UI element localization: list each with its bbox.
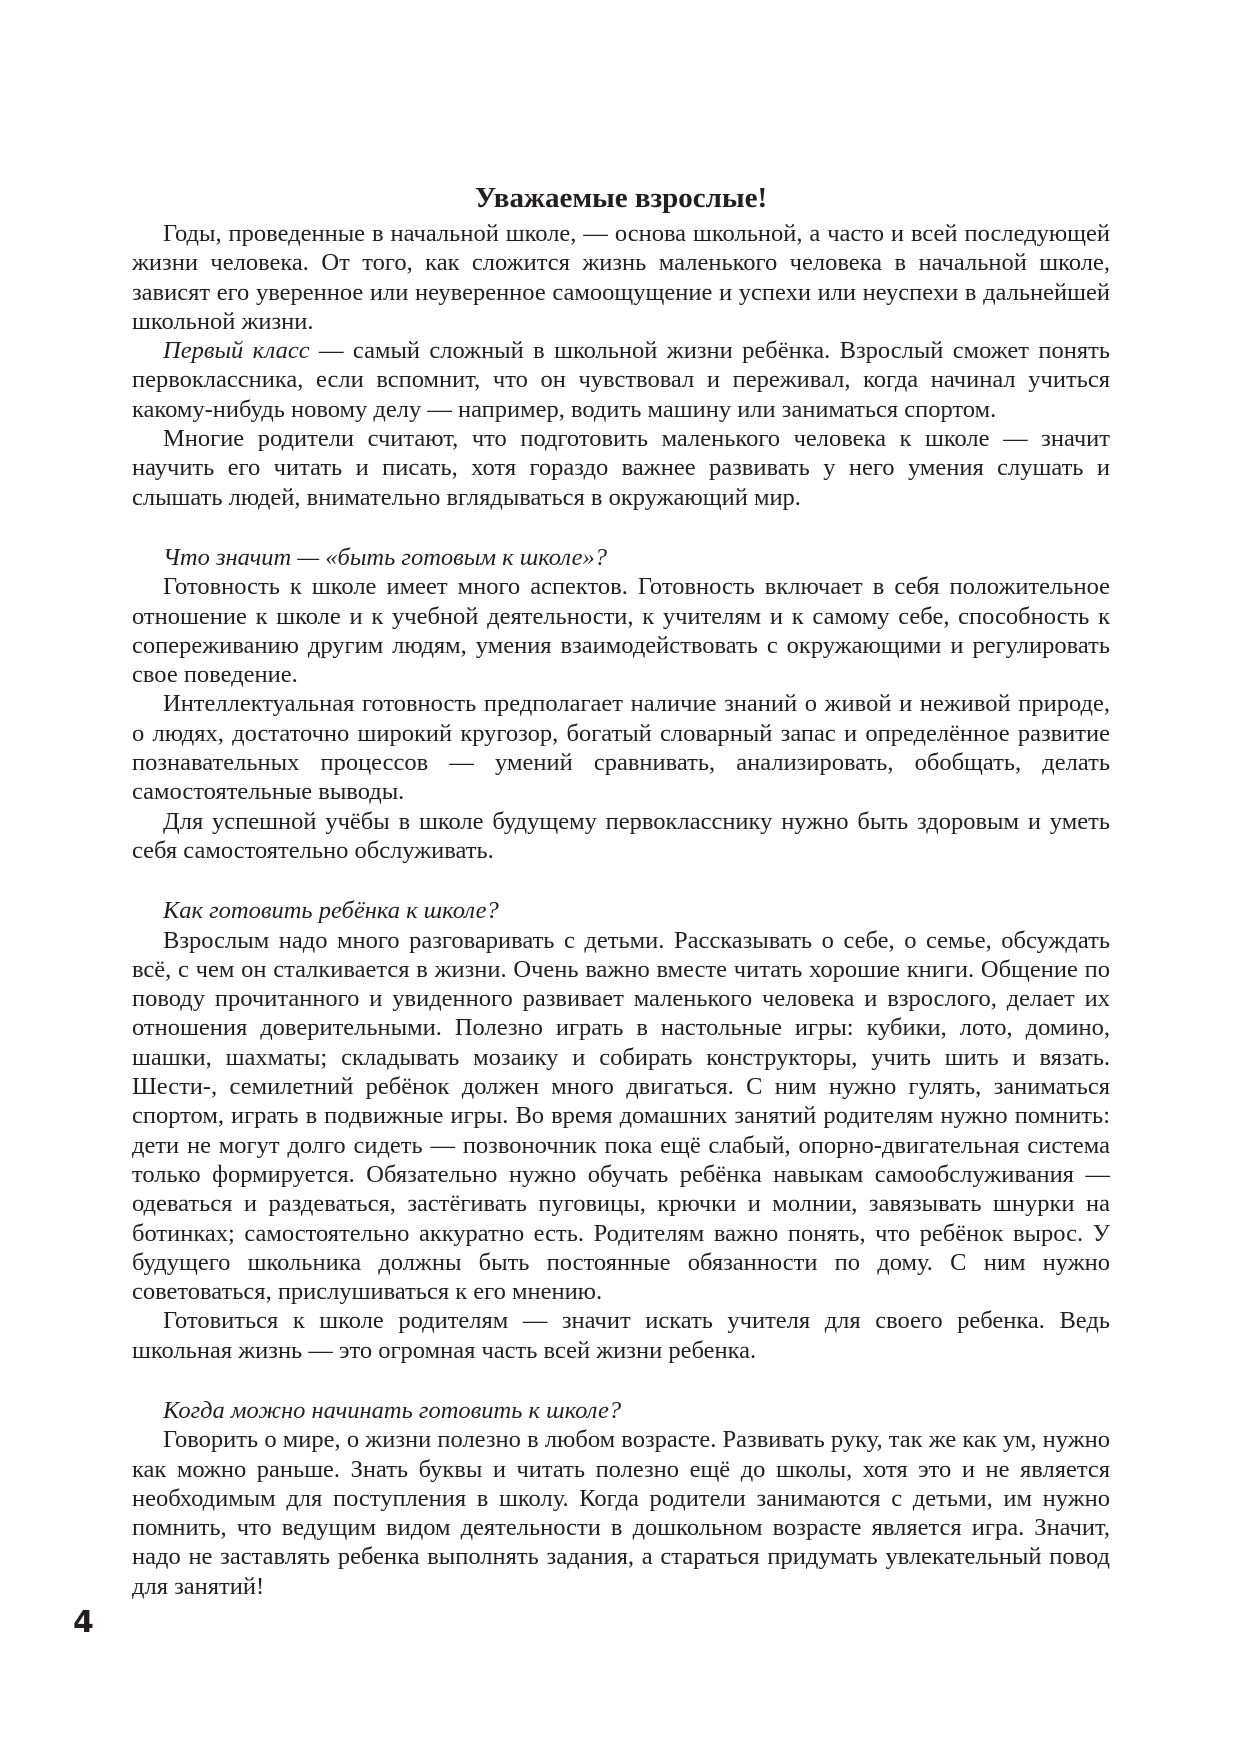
intro-paragraph-1: Годы, проведенные в начальной школе, — основа школьной, а часто и всей последующей жизни человека. От того, как сложится жизнь маленького человека в начальной школе, зависят его уверенное или неуверенное самоощущение и успехи или неуспехи в дальнейшей школьной жизни. bbox=[132, 220, 1110, 335]
intro-paragraph-3: Многие родители считают, что подготовить маленького человека к школе — значит научить его читать и писать, хотя гораздо важнее развивать у него умения слушать и слышать людей, внимательно вглядываться в окружающий мир. bbox=[132, 425, 1110, 511]
section-heading-readiness: Что значит — «быть готовым к школе»? bbox=[163, 543, 608, 571]
section-heading-when-to-start: Когда можно начинать готовить к школе? bbox=[163, 1396, 622, 1424]
how-to-prepare-paragraph-2: Готовиться к школе родителям — значит искать учителя для своего ребенка. Ведь школьная жизнь — это огромная часть всей жизни ребенка. bbox=[132, 1307, 1110, 1364]
first-grade-lead: Первый класс bbox=[163, 337, 310, 365]
section-heading-how-to-prepare: Как готовить ребёнка к школе? bbox=[163, 897, 499, 925]
page-number: 4 bbox=[73, 1605, 94, 1640]
page-content bbox=[132, 180, 1110, 1601]
page-title: Уважаемые взрослые! bbox=[474, 182, 768, 214]
readiness-paragraph-3: Для успешной учёбы в школе будущему первокласснику нужно быть здоровым и уметь себя самостоятельно обслуживать. bbox=[132, 807, 1110, 864]
intro-paragraph-2 bbox=[132, 336, 1110, 424]
how-to-prepare-paragraph-1: Взрослым надо много разговаривать с детьми. Рассказывать о себе, о семье, обсуждать всё, с чем он сталкивается в жизни. Очень важно вместе читать хорошие книги. Общение по поводу прочитанного и увиденного развивает маленького человека и взрослого, делает их отношения доверительными. Полезно играть в настольные игры: кубики, лото, домино, шашки, шахматы; складывать мозаику и собирать конструкторы, учить шить и вязать. Шести-, семилетний ребёнок должен много двигаться. С ним нужно гулять, заниматься спортом, играть в подвижные игры. Во время домашних занятий родителям нужно помнить: дети не могут долго сидеть — позвоночник пока ещё слабый, опорно-двигательная система только формируется. Обязательно нужно обучать ребёнка навыкам самообслуживания — одеваться и раздеваться, застёгивать пуговицы, крючки и молнии, завязывать шнурки на ботинках; самостоятельно аккуратно есть. Родителям важно понять, что ребёнок вырос. У будущего школьника должны быть постоянные обязанности по дому. С ним нужно советоваться, прислушиваться к его мнению. bbox=[132, 926, 1110, 1306]
readiness-paragraph-2: Интеллектуальная готовность предполагает наличие знаний о живой и неживой природе, о людях, достаточно широкий кругозор, богатый словарный запас и определённое развитие познавательных процессов — умений сравнивать, анализировать, обобщать, делать самостоятельные выводы. bbox=[132, 690, 1110, 806]
readiness-paragraph-1: Готовность к школе имеет много аспектов. Готовность включает в себя положительное отношение к школе и к учебной деятельности, к учителям и к самому себе, способность к сопереживанию другим людям, умения взаимодействовать с окружающими и регулировать свое поведение. bbox=[132, 573, 1110, 689]
when-to-start-paragraph-1: Говорить о мире, о жизни полезно в любом возрасте. Развивать руку, так же как ум, нужно как можно раньше. Знать буквы и читать полезно ещё до школы, хотя это и не является необходимым для поступления в школу. Когда родители занимаются с детьми, им нужно помнить, что ведущим видом деятельности в дошкольном возрасте является игра. Значит, надо не заставлять ребенка выполнять задания, а стараться придумать увлекательный повод для занятий! bbox=[132, 1426, 1110, 1600]
intro-paragraph-2-text: — самый сложный в школьной жизни ребёнка. Взрослый сможет понять первоклассника, если вспомнит, что он чувствовал и переживал, когда начинал учиться какому-нибудь новому делу — например, водить машину или заниматься спортом. bbox=[132, 337, 1111, 423]
